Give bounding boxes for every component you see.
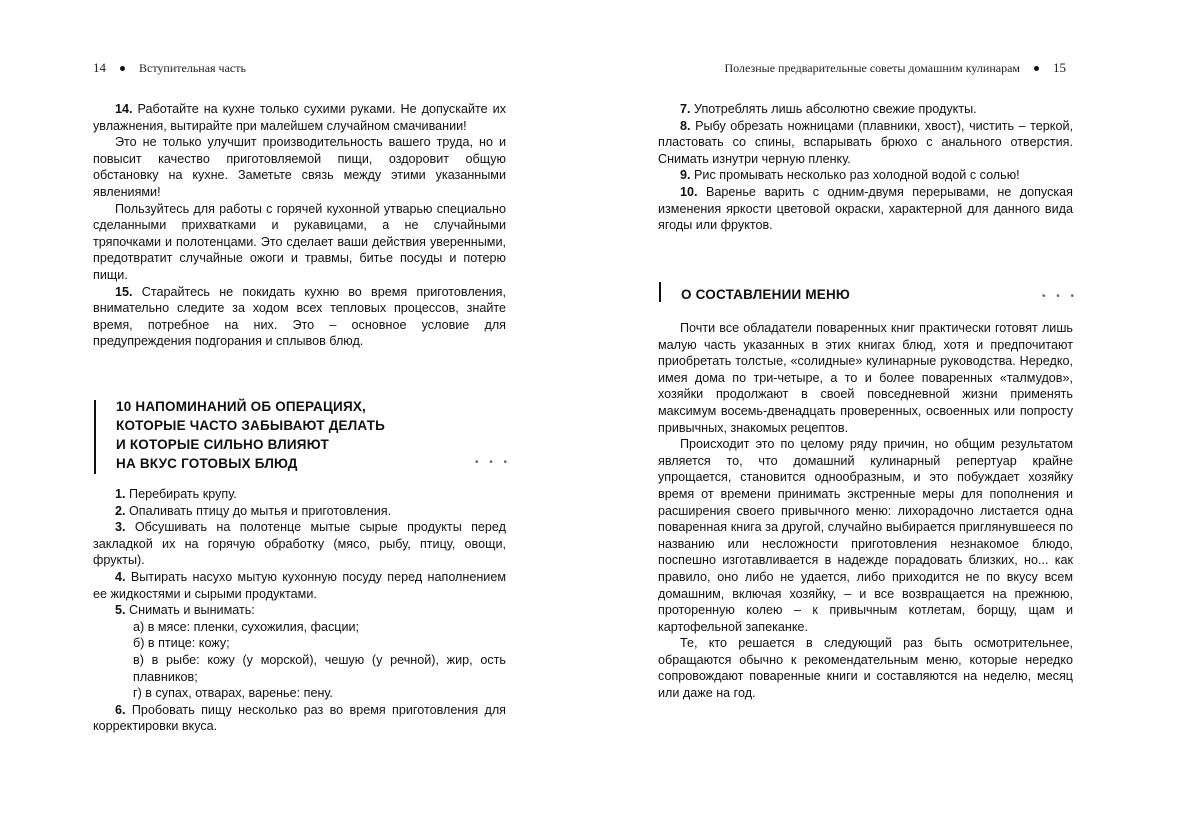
list-item: 5. Снимать и вынимать:	[115, 603, 255, 618]
list-item: 3. Обсушивать на полотенце мытые сырые продукты перед закладкой их на горячую обработку (мясо, рыбу, птицу, овощи, фрукты).	[93, 520, 506, 568]
sublist-item: в) в рыбе: кожу (у морской), чешую (у речной), жир, ость плавников;	[133, 652, 506, 684]
paragraph: Пользуйтесь для работы с горячей кухонной утварью специально сделанными прихватками и рукавицами, а не случайными тряпочками и полотенцами. Это сделает ваши действия уверенными, предотвратит случайные ожоги и травмы, битье посуды и потерю пищи.	[93, 201, 506, 282]
heading-rule	[659, 282, 661, 302]
right-menu-text	[658, 320, 1073, 702]
list-item: 6. Пробовать пищу несколько раз во время приготовления для корректировки вкуса.	[93, 702, 507, 734]
bullet-icon	[120, 66, 125, 71]
bullet-icon	[1034, 66, 1039, 71]
paragraph: Это не только улучшит производительность вашего труда, но и повысит качество приготовляемой пищи, оздоровит общую обстановку на кухне. Заметьте связь между этими указанными явлениями!	[93, 135, 506, 199]
right-running-head	[725, 60, 1066, 76]
left-page-number: 14	[93, 60, 106, 75]
list-item: 8. Рыбу обрезать ножницами (плавники, хвост), чистить – теркой, пластовать со спины, вспарывать брюхо с анального отверстия. Снимать изнутри черную пленку.	[658, 118, 1073, 166]
list-item: 4. Вытирать насухо мытую кухонную посуду перед наполнением ее жидкостями и сырыми продуктами.	[93, 569, 507, 601]
list-item: 10. Варенье варить с одним-двумя перерывами, не допуская изменения яркости цветовой окраски, характерной для данного вида ягоды или фруктов.	[658, 184, 1073, 233]
left-running-head	[93, 60, 246, 76]
list-item: 7. Употреблять лишь абсолютно свежие продукты.	[680, 102, 977, 116]
paragraph: Почти все обладатели поваренных книг практически готовят лишь малую часть указанных в этих книгах блюд, хотя и предпочитают приобретать толстые, «солидные» кулинарные руководства. Нередко, имея дома по три-четыре, а то и более поваренных «талмудов», хозяйки продолжают в своей повседневной жизни применять максимум восемь-двенадцать проверенных, освоенных или попросту привычных, знакомых рецептов.	[658, 321, 1073, 435]
paragraph: Происходит это по целому ряду причин, но общим результатом является то, что домашний кулинарный репертуар крайне упрощается, становится однообразным, и это побуждает хозяйку время от времени принимать экстренные меры для пополнения и расширения своего привычного меню: лихорадочно листается одна поваренная книга за другой, случайно выбирается приглянувшееся по названию или несложности приготовления незнакомое блюдо, поспешно изготавливается в надежде порадовать близких, но... как правило, оно либо не удается, либо приходится не по вкусу всем домашним, включая хозяйку, – и все возвращается на прежнюю, проторенную колею – к привычным котлетам, борщу, щам и картофельной запеканке.	[658, 437, 1073, 634]
section-heading: 10 НАПОМИНАНИЙ ОБ ОПЕРАЦИЯХ, КОТОРЫЕ ЧАСТО ЗАБЫВАЮТ ДЕЛАТЬ И КОТОРЫЕ СИЛЬНО ВЛИЯЮТ НА ВКУС ГОТОВЫХ БЛЮД	[116, 397, 436, 473]
sublist-item: б) в птице: кожу;	[133, 636, 230, 651]
ornament-dots: • • •	[1042, 291, 1079, 302]
ornament-dots: • • •	[475, 457, 512, 468]
sublist-item: а) в мясе: пленки, сухожилия, фасции;	[133, 619, 360, 634]
heading-rule	[94, 400, 96, 474]
menu-section-heading: О СОСТАВЛЕНИИ МЕНЮ	[681, 285, 981, 304]
list-item: 9. Рис промывать несколько раз холодной водой с солью!	[680, 168, 1020, 183]
left-running-title: Вступительная часть	[139, 61, 246, 75]
sublist-item: г) в супах, отварах, варенье: пену.	[133, 686, 333, 701]
paragraph: Те, кто решается в следующий раз быть осмотрительнее, обращаются обычно к рекомендательным меню, которые нередко сопровождают поваренные книги и составляются на неделю, месяц или даже на год.	[658, 636, 1073, 701]
right-page-number: 15	[1053, 60, 1066, 75]
right-list	[658, 101, 1073, 234]
list-item: 1. Перебирать крупу.	[115, 487, 237, 501]
list-item: 2. Опаливать птицу до мытья и приготовления.	[115, 503, 392, 518]
left-top-text	[93, 101, 506, 350]
paragraph: 14. Работайте на кухне только сухими руками. Не допускайте их увлажнения, вытирайте при малейшем случайном смачивании!	[93, 102, 506, 133]
left-reminder-list	[93, 486, 506, 735]
right-running-title: Полезные предварительные советы домашним кулинарам	[724, 61, 1020, 75]
paragraph: 15. Старайтесь не покидать кухню во время приготовления, внимательно следите за ходом всех тепловых процессов, знайте время, потребное на них. Это – основное условие для предупреждения подгорания и сплывов блюд.	[93, 284, 506, 349]
